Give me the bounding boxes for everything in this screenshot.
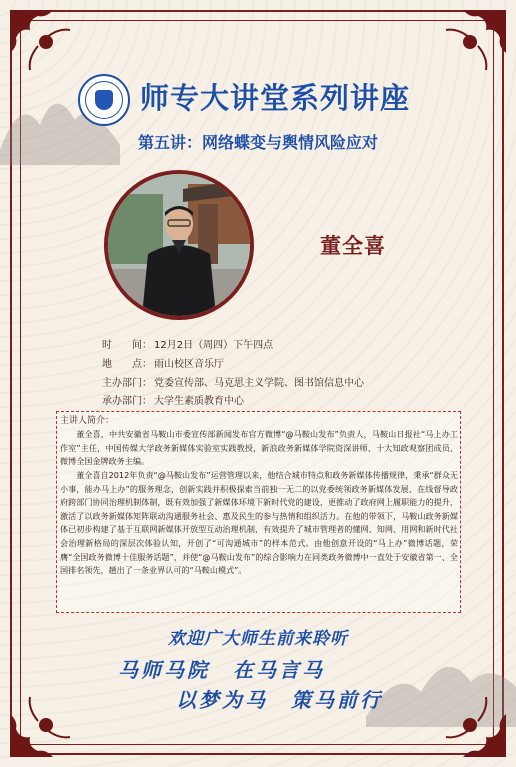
motto-line-1: 马师马院 在马言马 bbox=[118, 658, 325, 682]
bio-paragraph-2: 董全喜自2012年负责“@马鞍山发布”运营管理以来，他结合城市特点和政务新媒体传播规律，秉承“群众无小事，能办马上办”的服务理念，创新实践并积极探索当前独一无二的以党委统领政务新媒体发展、在线督导政府跨部门协同治理机制体制，既有效加强了新媒体环境下新时代党的建设，更推动了政府网上履职能力的提升，激活了以政务新媒体矩阵联动沟通服务社会、惠及民生的参与热情和组织活力。在他的带领下，马鞍山政务新媒体已初步构建了基于互联网新媒体开放型互动治理机制，有效提升了城市管理者的懂网、知网、用网和新时代社会治理新格局的深层次体验认知，开创了“可沟通城市”的样本范式。由他创意开设的“马上办”微博话题，荣膺“全国政务微博十佳服务话题”，并使“@马鞍山发布”的综合影响力在同类政务微博中一直处于安徽省第一、全国排名领先，趟出了一条业界认可的“马鞍山模式”。 bbox=[60, 470, 458, 576]
detail-organizer bbox=[102, 392, 244, 407]
detail-location bbox=[102, 355, 224, 370]
corner-ornament-icon bbox=[8, 689, 78, 759]
detail-value: 雨山校区音乐厅 bbox=[154, 359, 224, 370]
detail-label: 主办部门： bbox=[102, 378, 152, 389]
lecture-subtitle: 第五讲：网络蝶变与舆情风险应对 bbox=[137, 133, 378, 152]
bio-paragraph-1: 董全喜，中共安徽省马鞍山市委宣传部新闻发布官方微博“@马鞍山发布”负责人，马鞍山日报社“马上办工作室”主任，中国传媒大学政务新媒体实验室实践教授，新浪政务新媒体学院资深讲师、十大知政观察团成员、微博全国金牌政务主编。 bbox=[60, 429, 458, 467]
detail-value: 党委宣传部、马克思主义学院、图书馆信息中心 bbox=[154, 378, 364, 389]
motto-line-2: 以梦为马 策马前行 bbox=[176, 688, 383, 712]
school-logo-icon bbox=[78, 74, 130, 126]
corner-ornament-icon bbox=[438, 8, 508, 78]
detail-value: 大学生素质教育中心 bbox=[154, 396, 244, 407]
detail-label: 地 点： bbox=[102, 359, 152, 370]
detail-label: 时 间： bbox=[102, 340, 152, 351]
corner-ornament-icon bbox=[8, 8, 78, 78]
detail-value: 12月2日（周四）下午四点 bbox=[154, 340, 274, 351]
speaker-photo bbox=[104, 170, 254, 320]
detail-time bbox=[102, 336, 273, 351]
detail-label: 承办部门： bbox=[102, 396, 152, 407]
detail-host bbox=[102, 374, 364, 389]
corner-ornament-icon bbox=[438, 689, 508, 759]
bio-heading: 主讲人简介： bbox=[60, 416, 115, 426]
speaker-name: 董全喜 bbox=[320, 233, 386, 258]
poster-title: 师专大讲堂系列讲座 bbox=[140, 81, 411, 115]
welcome-banner: 欢迎广大师生前来聆听 bbox=[168, 629, 348, 649]
